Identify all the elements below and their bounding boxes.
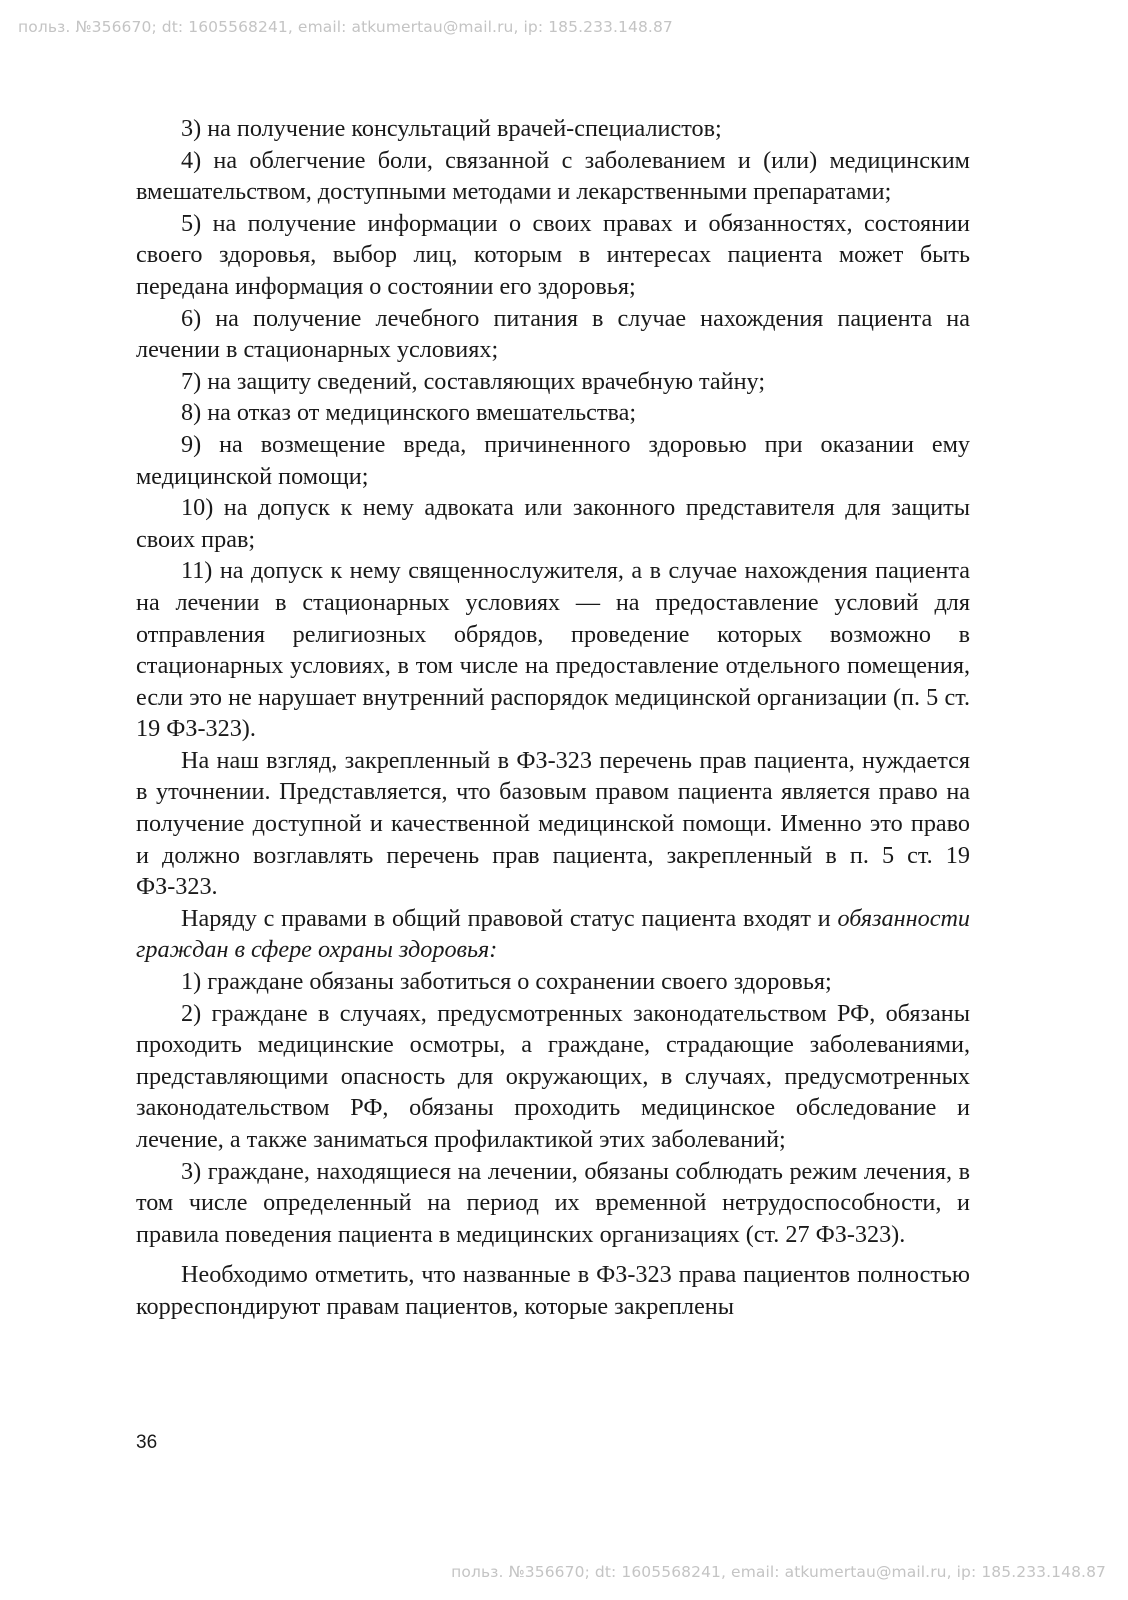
duties-item-3: 3) граждане, находящиеся на лечении, обязаны соблюдать режим лечения, в том числе определенный на период их временной нетрудоспособности, и правила поведения пациента в медицинских организациях (ст. 27 ФЗ-323). <box>136 1157 970 1248</box>
rights-item-6: 6) на получение лечебного питания в случае нахождения пациента на лечении в стационарных условиях; <box>136 304 970 364</box>
closing-paragraph: Необходимо отметить, что названные в ФЗ-323 права пациентов полностью корреспондируют правам пациентов, которые закреплены <box>136 1261 970 1320</box>
watermark-bottom: польз. №356670; dt: 1605568241, email: atkumertau@mail.ru, ip: 185.233.148.87 <box>451 1563 1106 1581</box>
rights-item-10: 10) на допуск к нему адвоката или законного представителя для защиты своих прав; <box>136 494 970 553</box>
rights-item-11: 11) на допуск к нему священнослужителя, а в случае нахождения пациента на лечении в стационарных условиях — на предоставление условий для отправления религиозных обрядов, проведение которых возможно в стационарных условиях, в том числе на предоставление отдельного помещения, если это не нарушает внутренний распорядок медицинской организации (п. 5 ст. 19 ФЗ-323). <box>136 557 970 743</box>
duties-intro-emphasis: обязанности граждан в сфере охраны здоровья: <box>136 904 970 964</box>
rights-item-4: 4) на облегчение боли, связанной с заболеванием и (или) медицинским вмешательством, доступными методами и лекарственными препаратами; <box>136 146 970 206</box>
commentary-paragraph: На наш взгляд, закрепленный в ФЗ-323 перечень прав пациента, нуждается в уточнении. Представляется, что базовым правом пациента является право на получение доступной и качественной медицинской помощи. Именно это право и должно возглавлять перечень прав пациента, закрепленный в п. 5 ст. 19 ФЗ-323. <box>136 746 970 901</box>
duties-intro-text: Наряду с правами в общий правовой статус пациента входят и <box>181 904 838 932</box>
rights-item-9: 9) на возмещение вреда, причиненного здоровью при оказании ему медицинской помощи; <box>136 430 970 490</box>
rights-item-7: 7) на защиту сведений, составляющих врачебную тайну; <box>181 367 766 395</box>
watermark-top: польз. №356670; dt: 1605568241, email: atkumertau@mail.ru, ip: 185.233.148.87 <box>18 18 673 36</box>
duties-intro-paragraph <box>136 903 970 966</box>
document-body <box>136 113 970 1323</box>
rights-item-3: 3) на получение консультаций врачей-специалистов; <box>181 115 722 142</box>
rights-item-8: 8) на отказ от медицинского вмешательства; <box>181 399 637 427</box>
duties-item-2: 2) граждане в случаях, предусмотренных законодательством РФ, обязаны проходить медицинские осмотры, а граждане, страдающие заболеваниями, представляющими опасность для окружающих, в случаях, предусмотренных законодательством РФ, обязаны проходить медицинское обследование и лечение, а также заниматься профилактикой этих заболеваний; <box>136 999 970 1153</box>
page-number: 36 <box>136 1432 158 1453</box>
rights-item-5: 5) на получение информации о своих правах и обязанностях, состоянии своего здоровья, выбор лиц, которым в интересах пациента может быть передана информация о состоянии его здоровья; <box>136 209 970 300</box>
duties-item-1: 1) граждане обязаны заботиться о сохранении своего здоровья; <box>181 968 832 996</box>
